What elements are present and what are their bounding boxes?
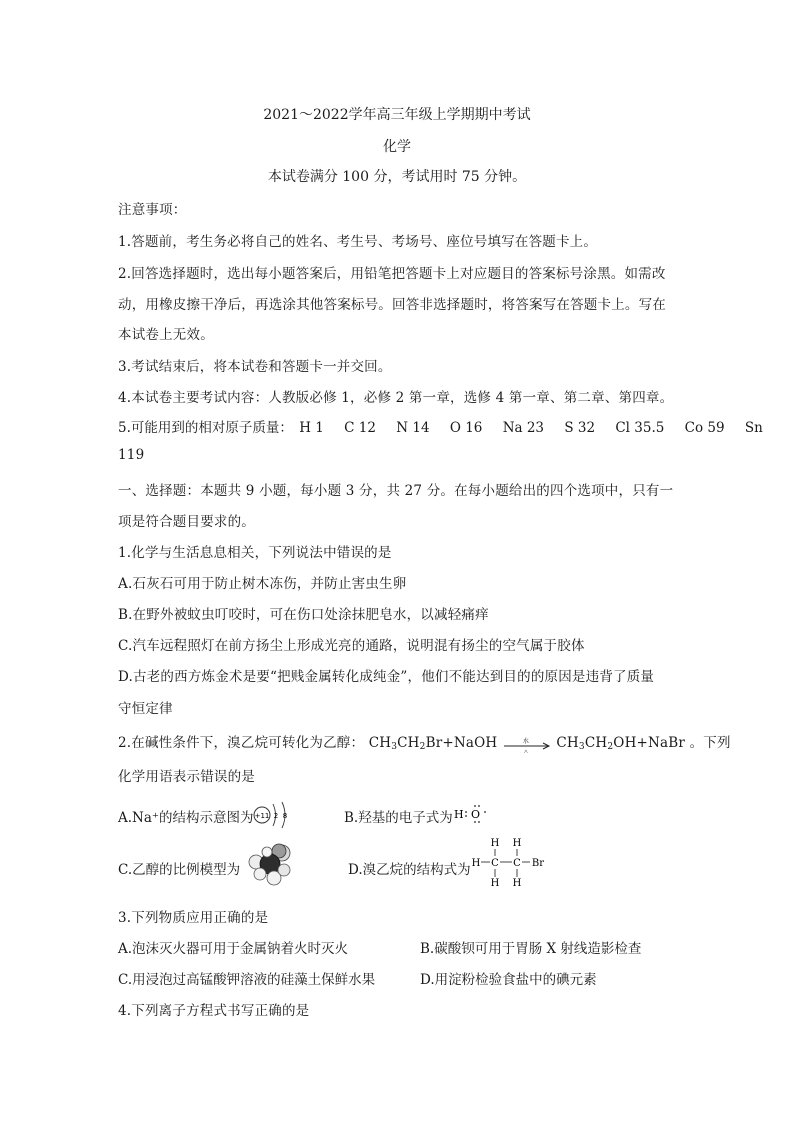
oh-h-label: H xyxy=(454,808,464,821)
q1-option-a: A.石灰石可用于防止树木冻伤，并防止害虫生卵 xyxy=(118,576,407,592)
q1-option-b: B.在野外被蚊虫叮咬时，可在伤口处涂抹肥皂水，以减轻痛痒 xyxy=(118,607,489,623)
note-1: 1.答题前，考生务必将自己的姓名、考生号、考场号、座位号填写在答题卡上。 xyxy=(118,234,598,250)
mass-c: C 12 xyxy=(344,420,376,436)
oh-o-label: O xyxy=(471,808,481,821)
note-2a: 2.回答选择题时，选出每小题答案后，用铅笔把答题卡上对应题目的答案标号涂黑。如需改 xyxy=(118,266,666,282)
na-shell-1: 2 xyxy=(273,812,279,820)
note-2c: 本试卷上无效。 xyxy=(118,327,214,343)
q2-option-d: D.溴乙烷的结构式为 xyxy=(348,862,471,878)
q3-option-c: C.用浸泡过高锰酸钾溶液的硅藻土保鲜水果 xyxy=(118,972,376,988)
q2-option-a: A.Na⁺的结构示意图为 xyxy=(118,810,254,826)
mass-cl: Cl 35.5 xyxy=(615,420,665,436)
q2-stem-end: 。下列 xyxy=(689,735,731,751)
note-5-wrap: 119 xyxy=(118,447,145,463)
q2-stem-line xyxy=(118,731,731,753)
q3-option-a: A.泡沫灭火器可用于金属钠着火时灭火 xyxy=(118,941,349,957)
arrow-condition-top: 水 xyxy=(522,737,529,745)
na-nucleus-label: +11 xyxy=(254,812,270,820)
exam-info: 本试卷满分 100 分，考试用时 75 分钟。 xyxy=(267,169,527,185)
struct-h-left: H xyxy=(472,858,481,869)
q1-stem: 1.化学与生活息息相关，下列说法中错误的是 xyxy=(118,545,392,561)
mass-o: O 16 xyxy=(449,420,483,436)
q3-option-b: B.碳酸钡可用于胃肠 X 射线造影检查 xyxy=(420,941,642,957)
mass-co: Co 59 xyxy=(684,420,725,436)
q4-stem: 4.下列离子方程式书写正确的是 xyxy=(118,1003,310,1019)
subject-title: 化学 xyxy=(383,139,411,155)
equation-reactants: $CH_3CH_2Br+NaOH$ xyxy=(368,735,498,752)
struct-c-1: C xyxy=(491,858,499,869)
q3-stem: 3.下列物质应用正确的是 xyxy=(118,910,269,926)
struct-h-top-1: H xyxy=(490,838,500,849)
mass-na: Na 23 xyxy=(502,420,545,436)
q2-option-b: B.羟基的电子式为 xyxy=(344,810,453,826)
note-2b: 动，用橡皮擦干净后，再选涂其他答案标号。回答非选择题时，将答案写在答题卡上。写在 xyxy=(118,297,666,313)
equation-products: $CH_3CH_2OH+NaBr$ xyxy=(556,735,686,752)
section1-heading-b: 项是符合题目要求的。 xyxy=(118,514,255,530)
struct-h-bottom-2: H xyxy=(512,878,522,888)
q1-option-c: C.汽车远程照灯在前方扬尘上形成光亮的通路，说明混有扬尘的空气属于胶体 xyxy=(118,638,585,654)
notes-heading: 注意事项： xyxy=(118,202,187,218)
q1-option-d-a: D.古老的西方炼金术是要“把贱金属转化成纯金”，他们不能达到目的的原因是违背了质量 xyxy=(118,669,655,685)
section1-heading-a: 一、选择题：本题共 9 小题，每小题 3 分，共 27 分。在每小题给出的四个选项中，只有一 xyxy=(118,483,674,499)
na-shell-2: 8 xyxy=(282,812,288,820)
struct-h-top-2: H xyxy=(512,838,522,849)
q2-option-c: C.乙醇的比例模型为 xyxy=(118,862,241,878)
note-5-prefix: 5.可能用到的相对原子质量： xyxy=(118,420,293,436)
atomic-mass-line xyxy=(118,416,763,436)
mass-h: H 1 xyxy=(299,420,324,436)
note-4: 4.本试卷主要考试内容：人教版必修 1，必修 2 第一章，选修 4 第一章、第二章、第四章。 xyxy=(118,390,674,406)
q2-stem-b: 化学用语表示错误的是 xyxy=(118,769,255,785)
q2-stem-a: 2.在碱性条件下，溴乙烷可转化为乙醇： xyxy=(118,735,365,751)
reaction-arrow-icon xyxy=(502,737,552,751)
bromoethane-structural-formula xyxy=(472,836,552,892)
q3-option-d: D.用淀粉检验食盐中的碘元素 xyxy=(420,972,597,988)
struct-h-bottom-1: H xyxy=(490,878,500,888)
hydroxyl-electron-formula xyxy=(452,802,498,830)
ethanol-space-filling-model xyxy=(244,838,296,892)
na-ion-structure-diagram xyxy=(252,798,298,836)
q1-option-d-b: 守恒定律 xyxy=(118,701,173,717)
exam-title: 2021～2022学年高三年级上学期期中考试 xyxy=(263,107,531,123)
note-3: 3.考试结束后，将本试卷和答题卡一并交回。 xyxy=(118,359,392,375)
struct-br: Br xyxy=(531,858,545,869)
mass-s: S 32 xyxy=(564,420,596,436)
mass-n: N 14 xyxy=(396,420,430,436)
struct-c-2: C xyxy=(513,858,521,869)
arrow-condition-bottom: △ xyxy=(523,748,528,753)
mass-sn: Sn xyxy=(744,420,763,436)
